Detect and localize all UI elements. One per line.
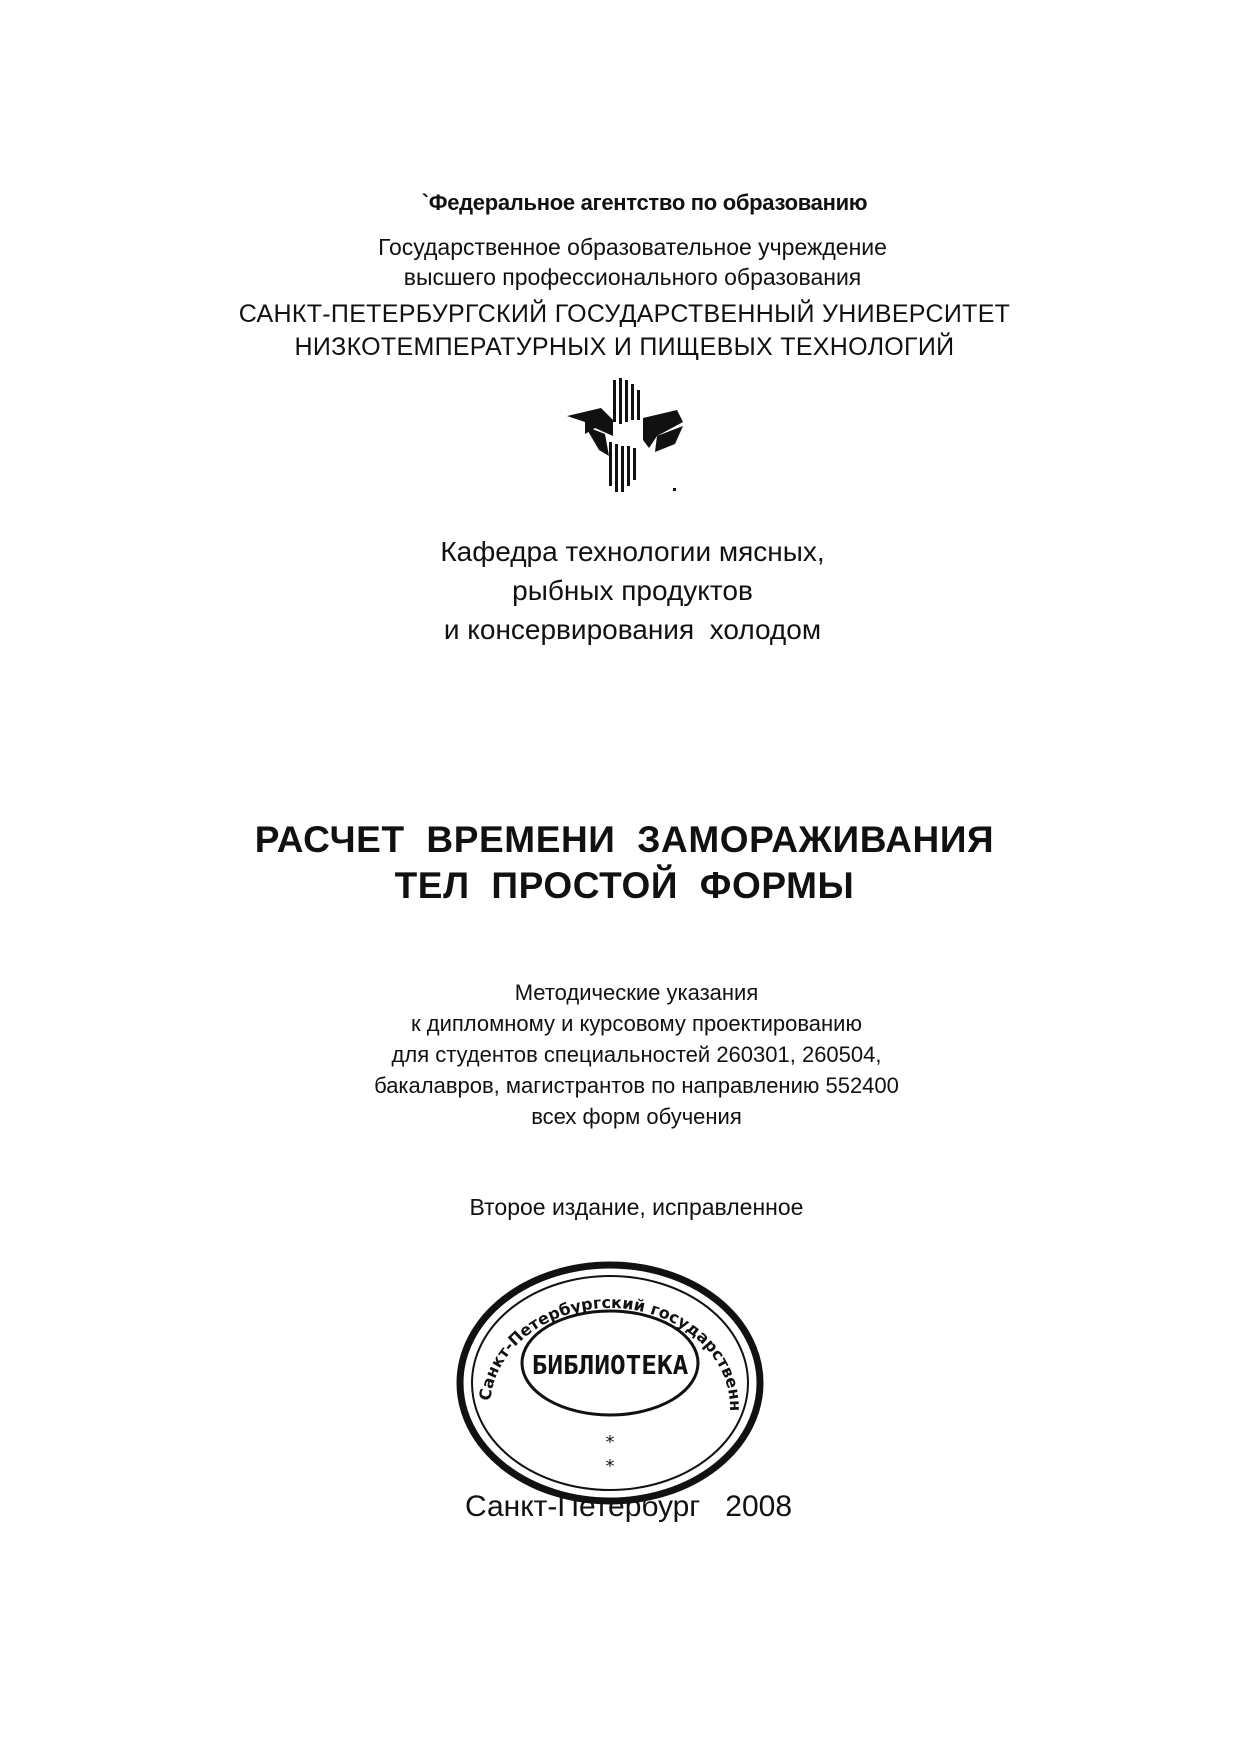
stamp-ring-text: Санкт-Петербургский государственн [475,1292,746,1412]
imprint-line [8,1490,1241,1524]
imprint-city: Санкт-Петербург [464,1490,701,1523]
title-line-1: РАСЧЕТ ВРЕМЕНИ ЗАМОРАЖИВАНИЯ [254,819,995,860]
svg-text:*: * [605,1432,615,1453]
edition-note [16,1194,1241,1221]
agency-text: `Федеральное агентство по образованию [421,190,868,215]
institution-line-2: высшего профессионального образования [403,264,862,290]
stamp-graphic [440,1238,780,1508]
guide-line-4: бакалавров, магистрантов по направлению 552400 [374,1073,899,1098]
imprint-year: 2008 [725,1490,793,1523]
svg-text:*: * [605,1456,615,1477]
university-name [4,298,1241,364]
document-title [4,817,1241,909]
university-logo-icon [565,378,685,498]
department-line-3: и консервирования холодом [443,614,822,645]
guide-line-3: для студентов специальностей 260301, 260504, [391,1042,882,1067]
logo-graphic [565,378,685,498]
title-line-2: ТЕЛ ПРОСТОЙ ФОРМЫ [394,865,855,906]
institution-line-1: Государственное образовательное учреждение [378,234,887,260]
library-stamp-icon [440,1238,780,1508]
guide-line-1: Методические указания [514,980,759,1005]
stamp-center-text: БИБЛИОТЕКА [531,1351,689,1381]
edition-text: Второе издание, исправленное [469,1194,804,1220]
university-line-2: НИЗКОТЕМПЕРАТУРНЫХ И ПИЩЕВЫХ ТЕХНОЛОГИЙ [294,333,955,361]
guide-description [16,977,1241,1132]
department-line-2: рыбных продуктов [512,575,753,606]
guide-line-2: к дипломному и курсовому проектированию [411,1011,862,1036]
guide-line-5: всех форм обучения [531,1104,742,1129]
institution-block [12,232,1241,292]
university-line-1: САНКТ-ПЕТЕРБУРГСКИЙ ГОСУДАРСТВЕННЫЙ УНИВЕРСИТЕТ [238,300,1011,328]
department-line-1: Кафедра технологии мясных, [440,536,825,567]
department-block [12,532,1241,649]
agency-line [24,190,1241,216]
